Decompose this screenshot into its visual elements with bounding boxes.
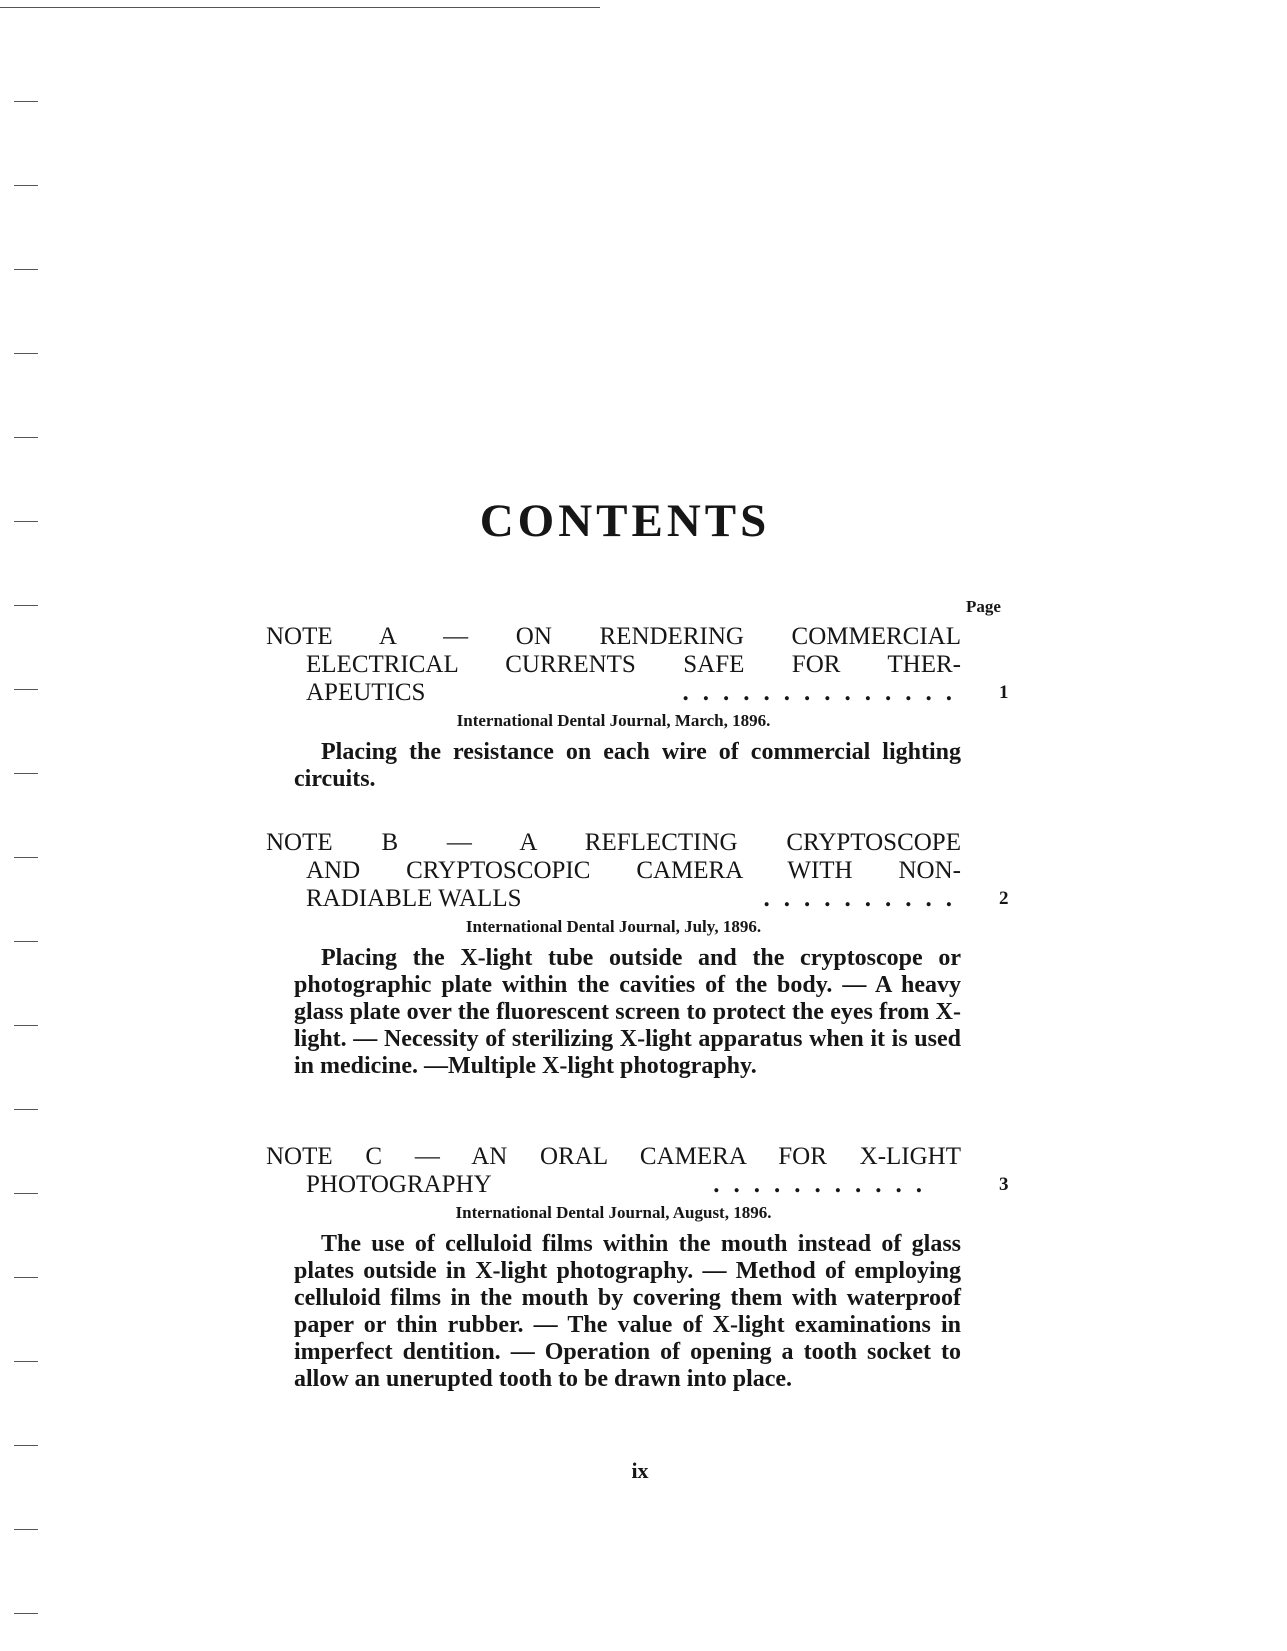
dot-leader: .............. [682,679,966,706]
contents-entry-note-a [266,623,1012,793]
entry-heading-line [266,1143,1012,1171]
entry-page-number: 1 [999,682,1009,703]
margin-tick-mark [14,1277,38,1278]
entry-heading-line [266,1171,1012,1199]
dot-leader: ........... [713,1171,936,1198]
margin-tick-mark [14,1109,38,1110]
margin-tick-mark [14,941,38,942]
page-title: CONTENTS [479,495,771,547]
margin-tick-mark [14,353,38,354]
entry-heading-text: PHOTOGRAPHY [306,1171,492,1198]
margin-tick-mark [14,857,38,858]
margin-tick-mark [14,1025,38,1026]
dot-leader: .......... [763,885,966,912]
margin-tick-mark [14,185,38,186]
entry-heading-line [266,651,1012,679]
entry-heading-text: NOTE B — A REFLECTING CRYPTOSCOPE [266,829,961,856]
margin-tick-mark [14,773,38,774]
margin-tick-mark [14,1445,38,1446]
entry-heading-line [266,623,1012,651]
entry-heading-line [266,829,1012,857]
entry-heading-text: AND CRYPTOSCOPIC CAMERA WITH NON- [306,857,961,884]
entry-heading-line [266,885,1012,913]
entry-heading-line [266,857,1012,885]
margin-tick-mark [14,1613,38,1614]
contents-entry-note-b [266,829,1012,1080]
margin-tick-mark [14,521,38,522]
entry-heading-text: NOTE A — ON RENDERING COMMERCIAL [266,623,961,650]
entry-summary: Placing the X-light tube outside and the cryptoscope or photographic plate within the cavities of the body. — A heavy glass plate over the fluorescent screen to protect the eyes from X-light. — Necessity of sterilizing X-light apparatus when it is used in medicine. —Multiple X-light photography. [294,945,961,1079]
entry-heading-text: NOTE C — AN ORAL CAMERA FOR X-LIGHT [266,1143,961,1170]
margin-tick-mark [14,689,38,690]
entry-source: International Dental Journal, July, 1896. [465,917,762,936]
entry-page-number: 2 [999,888,1009,909]
entry-heading-text: APEUTICS [306,679,426,706]
entry-heading-text: RADIABLE WALLS [306,885,522,912]
entry-summary: The use of celluloid films within the mouth instead of glass plates outside in X-light photography. — Method of employing celluloid films in the mouth by covering them with waterproof paper or thin rubber. — The value of X-light examinations in imperfect dentition. — Operation of opening a tooth socket to allow an unerupted tooth to be drawn into place. [294,1231,961,1392]
margin-tick-mark [14,1193,38,1194]
margin-tick-mark [14,437,38,438]
scan-top-edge-line [0,7,600,8]
entry-heading-text: ELECTRICAL CURRENTS SAFE FOR THER- [306,651,961,678]
margin-tick-mark [14,269,38,270]
margin-tick-mark [14,1361,38,1362]
entry-source: International Dental Journal, March, 1896. [456,711,771,730]
entry-heading-line [266,679,1012,707]
page-folio-number: ix [631,1458,649,1483]
margin-tick-mark [14,1529,38,1530]
contents-entry-note-c [266,1143,1012,1393]
entry-page-number: 3 [999,1174,1009,1195]
page-column-label: Page [966,597,1001,616]
entry-summary: Placing the resistance on each wire of commercial lighting circuits. [294,739,961,792]
entry-source: International Dental Journal, August, 1896. [455,1203,772,1222]
margin-tick-mark [14,101,38,102]
margin-tick-mark [14,605,38,606]
